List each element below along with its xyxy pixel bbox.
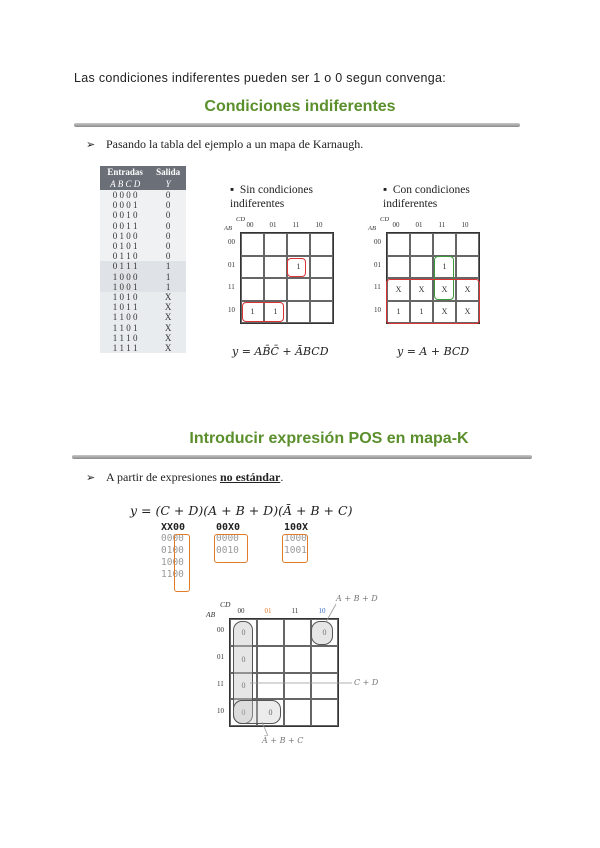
table-cell-output: 0: [150, 251, 186, 261]
map-left-label: ▪ Sin condiciones indiferentes: [230, 184, 313, 210]
kmap-col-label: 10: [315, 221, 323, 229]
table-cell-inputs: 1 1 0 1: [100, 323, 150, 333]
kmap-row-label: 01: [374, 260, 381, 269]
arrow-bullet-icon: ➢: [86, 139, 96, 151]
table-cell-output: 0: [150, 190, 186, 200]
kmap-cell: 0: [257, 699, 284, 726]
map-left-corner-top: CD: [236, 216, 246, 223]
table-cell-inputs: 1 0 1 0: [100, 292, 150, 302]
kmap-cell: 1: [264, 301, 287, 324]
table-cell-output: X: [150, 323, 186, 333]
kmap-cell: 1: [387, 301, 410, 324]
arrow-bullet-icon: ➢: [86, 472, 96, 484]
bullet-square-icon: ▪: [383, 184, 393, 196]
map-right-corner-left: AB: [368, 225, 376, 232]
table-cell-inputs: 0 1 0 1: [100, 241, 150, 251]
kmap-cell: 0: [230, 646, 257, 673]
kmap-cell: 1: [410, 301, 433, 324]
table-cell-output: X: [150, 343, 186, 353]
map-left-corner-left: AB: [224, 225, 232, 232]
bullet-no-estandar: ➢ A partir de expresiones no estándar.: [86, 470, 284, 484]
table-cell-inputs: 1 1 0 0: [100, 312, 150, 322]
kmap-cell: 1: [433, 256, 456, 279]
kmap-cell: X: [433, 278, 456, 301]
kmap-cell: X: [456, 301, 479, 324]
table-cell-inputs: 0 0 0 0: [100, 190, 150, 200]
kmap-cell: X: [433, 301, 456, 324]
kmap-cell: 0: [230, 699, 257, 726]
kmap-cell: 0: [230, 673, 257, 700]
map-right-equation: y = A + BCD: [397, 345, 470, 358]
kmap-cell: X: [456, 278, 479, 301]
table-cell-inputs: 0 0 1 0: [100, 210, 150, 220]
bullet-square-icon: ▪: [230, 184, 240, 196]
table-cell-output: 0: [150, 231, 186, 241]
table-cell-output: 0: [150, 221, 186, 231]
kmap-cell: X: [410, 278, 433, 301]
table-cell-output: 0: [150, 241, 186, 251]
table-cell-output: X: [150, 333, 186, 343]
kmap-row-label: 00: [374, 238, 381, 247]
table-cell-inputs: 0 1 1 1: [100, 261, 150, 271]
kmap-cell: 1: [241, 301, 264, 324]
table-cell-output: 1: [150, 261, 186, 271]
table-cell-output: 0: [150, 210, 186, 220]
kmap-col-label: 11: [292, 221, 300, 229]
kmap-row-label: 11: [228, 283, 235, 292]
kmap-row-label: 01: [228, 260, 235, 269]
kmap-row-label: 11: [217, 679, 224, 688]
table-cell-output: X: [150, 292, 186, 302]
pos-column-1: XX00 0000 0100 1000 1100: [161, 522, 186, 580]
kmap-col-label: 00: [237, 607, 245, 615]
kmap-col-label: 01: [415, 221, 423, 229]
table-subheader-inputs: A B C D: [100, 178, 150, 190]
map-left-equation: y = AB̄C̄ + ĀBCD: [232, 345, 329, 358]
pos-equation: y = (C + D)(A + B + D)(Ā + B + C): [130, 503, 353, 518]
table-cell-output: X: [150, 312, 186, 322]
pos-map-corner-top: CD: [220, 600, 231, 609]
kmap-row-label: 00: [228, 238, 235, 247]
table-cell-inputs: 1 1 1 0: [100, 333, 150, 343]
kmap-row-label: 10: [228, 305, 235, 314]
pos-column-2: 00X0 0000 0010: [216, 522, 241, 556]
map-right-label: ▪ Con condiciones indiferentes: [383, 184, 470, 210]
kmap-col-label: 10: [461, 221, 469, 229]
kmap-row-label: 00: [217, 626, 224, 635]
section-title-pos: Introducir expresión POS en mapa-K: [189, 430, 469, 447]
section-title-condiciones: Condiciones indiferentes: [204, 98, 396, 115]
kmap-row-label: 10: [217, 706, 224, 715]
table-cell-inputs: 0 1 1 0: [100, 251, 150, 261]
kmap-cell: 1: [287, 256, 310, 279]
table-cell-inputs: 1 0 1 1: [100, 302, 150, 312]
table-cell-inputs: 1 0 0 0: [100, 272, 150, 282]
kmap-row-label: 10: [374, 305, 381, 314]
kmap-col-label: 00: [246, 221, 254, 229]
kmap-col-label: 11: [291, 607, 299, 615]
table-cell-output: 0: [150, 200, 186, 210]
kmap-col-label: 10: [318, 607, 326, 615]
kmap-row-label: 01: [217, 653, 224, 662]
kmap-col-label: 01: [269, 221, 277, 229]
kmap-cell: 0: [311, 619, 338, 646]
table-cell-inputs: 0 0 1 1: [100, 221, 150, 231]
table-cell-inputs: 0 1 0 0: [100, 231, 150, 241]
annotation-c-d: C + D: [354, 678, 379, 687]
kmap-col-label: 01: [264, 607, 272, 615]
intro-text: Las condiciones indiferentes pueden ser 1 o 0 segun convenga:: [74, 71, 447, 85]
table-cell-output: 1: [150, 272, 186, 282]
kmap-cell: 0: [230, 619, 257, 646]
table-subheader-output: Y: [150, 178, 186, 190]
map-right-corner-top: CD: [380, 216, 390, 223]
pos-column-3: 100X 1000 1001: [284, 522, 309, 556]
table-header-entradas: Entradas: [100, 166, 150, 178]
kmap-cell: X: [387, 278, 410, 301]
annotation-a-b-d: A + B + D: [336, 594, 378, 603]
table-cell-inputs: 1 0 0 1: [100, 282, 150, 292]
table-header-salida: Salida: [150, 166, 186, 178]
bullet-text: Pasando la tabla del ejemplo a un mapa de Karnaugh.: [106, 137, 364, 151]
kmap-row-label: 11: [374, 283, 381, 292]
table-cell-inputs: 0 0 0 1: [100, 200, 150, 210]
kmap-col-label: 00: [392, 221, 400, 229]
annotation-nota-b-c: Ā + B + C: [262, 736, 304, 745]
table-cell-output: 1: [150, 282, 186, 292]
table-cell-inputs: 1 1 1 1: [100, 343, 150, 353]
kmap-col-label: 11: [438, 221, 446, 229]
table-cell-output: X: [150, 302, 186, 312]
pos-map-corner-left: AB: [206, 610, 216, 619]
